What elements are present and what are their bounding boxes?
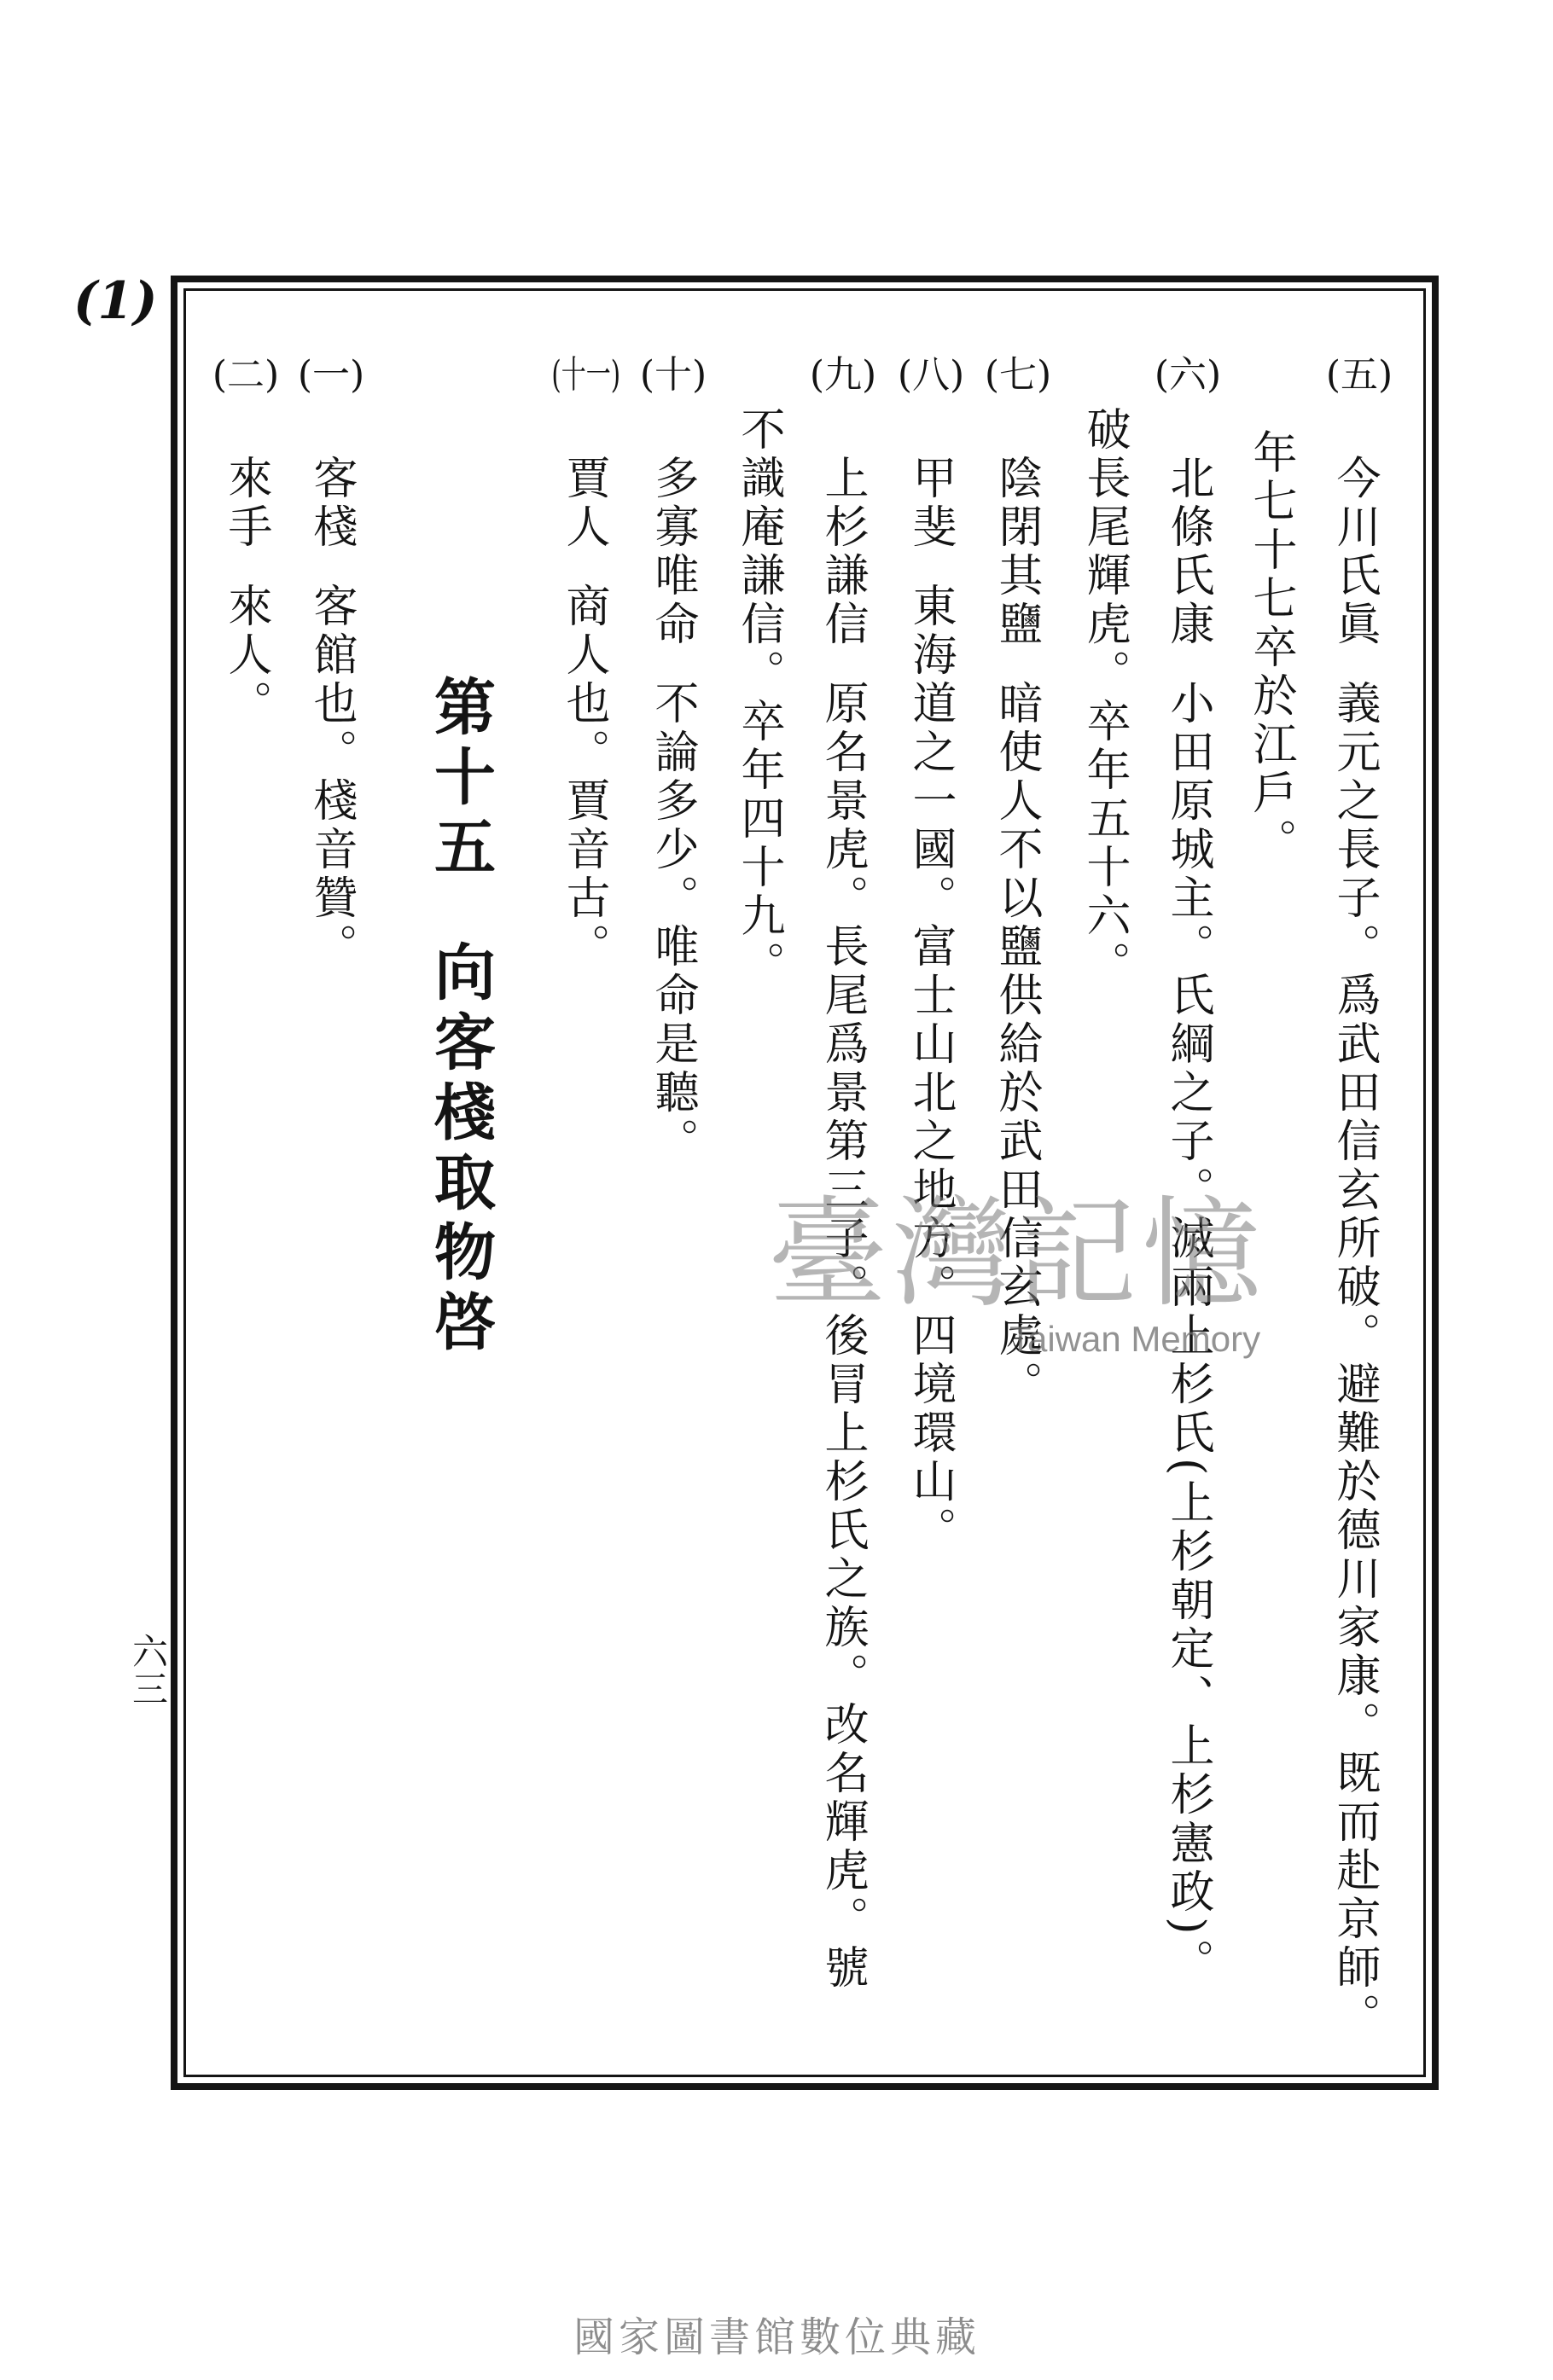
note-term: 賈人 xyxy=(558,455,609,552)
section-note-column xyxy=(305,455,357,972)
note-term: 陰閉其鹽 xyxy=(991,455,1042,649)
section-note-label: (一) xyxy=(297,353,365,397)
note-continuation: 年七十七卒於江戶。 xyxy=(1245,429,1296,867)
section-note-term: 來手 xyxy=(220,455,271,552)
page-frame-inner xyxy=(183,288,1426,2077)
section-note-column xyxy=(220,455,271,729)
section-note-label: (二) xyxy=(212,353,280,397)
collection-footer: 國家圖書館數位典藏 xyxy=(573,2313,981,2361)
note-term: 甲斐 xyxy=(904,455,956,552)
note-label: (六) xyxy=(1154,353,1222,397)
section-note-definition: 來人。 xyxy=(220,583,271,729)
section-title: 向客棧取物啓 xyxy=(424,940,497,1360)
note-definition: 不論多少。唯命是聽。 xyxy=(647,680,698,1166)
note-term: 多寡唯命 xyxy=(647,455,698,649)
note-definition: 東海道之一國。富士山北之地方。四境環山。 xyxy=(904,583,956,1555)
note-term: 北條氏康 xyxy=(1162,455,1213,649)
note-label: (九) xyxy=(809,353,877,397)
note-label: (十) xyxy=(639,353,707,397)
section-note-definition: 客館也。棧音贊。 xyxy=(305,583,357,972)
note-label: (十一) xyxy=(551,353,621,397)
handwritten-page-mark: (1) xyxy=(73,271,158,331)
note-continuation: 破長尾輝虎。卒年五十六。 xyxy=(1079,406,1130,990)
note-term: 今川氏眞 xyxy=(1329,455,1380,649)
note-label: (八) xyxy=(897,353,965,397)
note-continuation: 不識庵謙信。卒年四十九。 xyxy=(733,406,784,990)
note-column xyxy=(904,455,956,1555)
note-term: 上杉謙信 xyxy=(817,455,868,649)
watermark-logo-text: 臺灣記憶 xyxy=(768,1185,1267,1324)
watermark-english-text: Taiwan Memory xyxy=(1009,1319,1261,1359)
note-column xyxy=(1329,455,1380,2041)
section-note-term: 客棧 xyxy=(305,455,357,552)
note-label: (七) xyxy=(984,353,1052,397)
note-definition: 暗使人不以鹽供給於武田信玄處。 xyxy=(991,680,1042,1409)
section-number: 第十五 xyxy=(424,675,497,885)
note-definition: 商人也。賈音古。 xyxy=(558,583,609,972)
note-column xyxy=(558,455,609,972)
note-definition: 義元之長子。爲武田信玄所破。避難於德川家康。既而赴京師。 xyxy=(1329,680,1380,2041)
note-definition: 小田原城主。氏綱之子。滅兩上杉氏(上杉朝定、上杉憲政)。 xyxy=(1162,680,1213,1988)
note-definition: 原名景虎。長尾爲景第三子。後冐上杉氏之族。改名輝虎。號 xyxy=(817,680,868,1993)
section-heading xyxy=(424,675,497,1360)
note-column xyxy=(647,455,698,1166)
page-number: 六三 xyxy=(127,1633,169,1708)
note-label: (五) xyxy=(1325,353,1393,397)
